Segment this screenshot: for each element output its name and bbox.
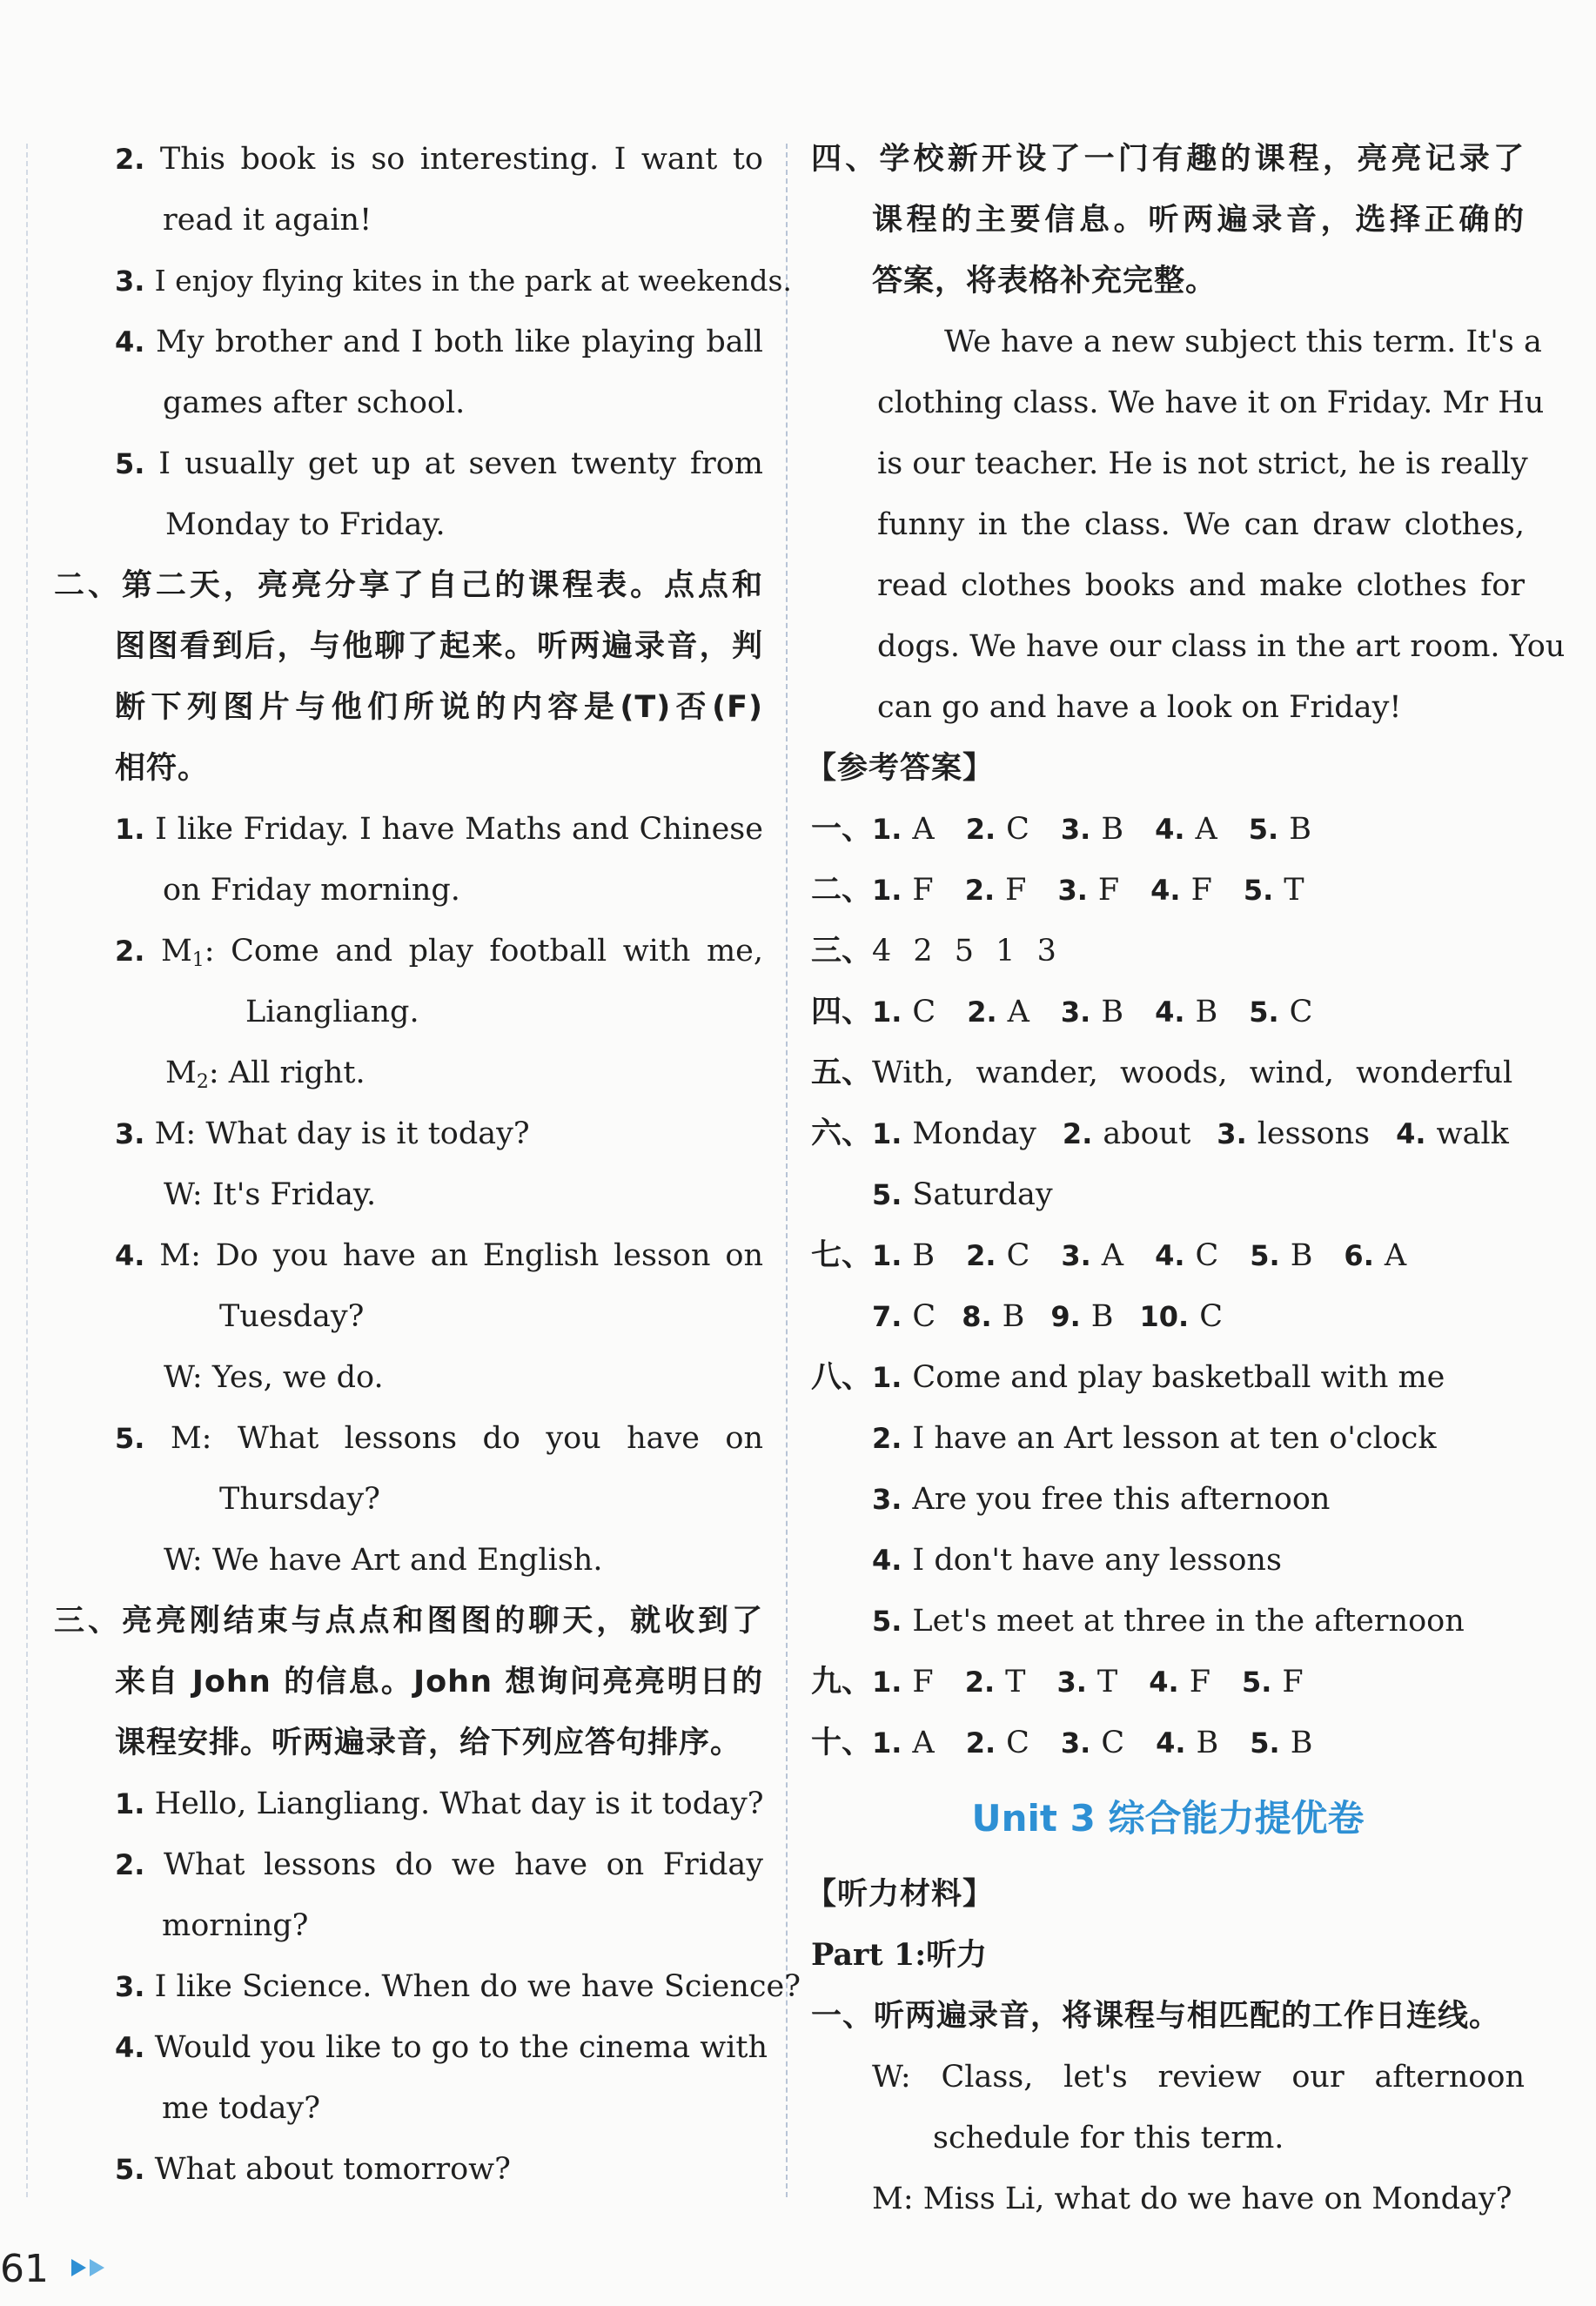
s3-item-1: 1. Hello, Liangliang. What day is it today?: [115, 1786, 764, 1821]
answer-number: 5.: [872, 1178, 902, 1211]
section-2-heading-line3: 断下列图片与他们所说的内容是(T)否(F): [115, 690, 763, 725]
answer-row-prefix: 一、: [811, 812, 873, 847]
answer-number: 1.: [872, 995, 902, 1029]
dialog-line-2: M: Miss Li, what do we have on Monday?: [872, 2182, 1512, 2216]
answer-number: 3.: [1061, 1239, 1091, 1272]
answer-number: 4.: [1396, 1117, 1426, 1150]
s2-item-1: 1. I like Friday. I have Maths and Chinese: [115, 812, 763, 847]
answer-number: 8.: [962, 1300, 992, 1333]
item-2-cont: read it again!: [163, 203, 372, 238]
answer-number: 1.: [872, 1239, 902, 1272]
answer-number: 1.: [872, 1117, 902, 1150]
s2-item-5-w: W: We have Art and English.: [164, 1543, 603, 1578]
answer-row-prefix: 十、: [811, 1726, 873, 1760]
answer-row: [811, 1286, 1525, 1347]
section-3-heading-line3: 课程安排。听两遍录音，给下列应答句排序。: [115, 1726, 742, 1760]
answer-value: F: [912, 1665, 934, 1699]
answer-row: [811, 860, 1525, 921]
passage-line-6: dogs. We have our class in the art room. You: [877, 629, 1566, 664]
s2-item-4-cont: Tuesday?: [219, 1299, 365, 1334]
listening-section-1-heading: 一、听两遍录音，将课程与相匹配的工作日连线。: [811, 1999, 1501, 2034]
answer-value: T: [1096, 1665, 1118, 1699]
answer-value: B: [1196, 1726, 1219, 1760]
answer-number: 5.: [1248, 813, 1279, 846]
answer-value: T: [1005, 1665, 1026, 1699]
answer-value: F: [912, 873, 934, 908]
s3-item-3: 3. I like Science. When do we have Science?: [115, 1969, 801, 2004]
passage-line-1: We have a new subject this term. It's a: [944, 325, 1542, 359]
s3-item-2: 2. What lessons do we have on Friday: [115, 1847, 763, 1882]
answer-number: 7.: [872, 1300, 902, 1333]
section-4-heading: 四、学校新开设了一门有趣的课程，亮亮记录了: [811, 142, 1525, 177]
answer-number: 4.: [1155, 813, 1185, 846]
answer-number: 3.: [1060, 1726, 1091, 1760]
page-number: 61: [0, 2247, 49, 2291]
answer-value: C: [912, 995, 936, 1029]
answer-number: 1.: [872, 1726, 902, 1760]
answer-row: [811, 921, 1525, 982]
answer-value: A: [1195, 812, 1217, 847]
item-2: 2. This book is so interesting. I want to: [115, 142, 763, 177]
answer-value: F: [1097, 873, 1120, 908]
answer-number: 2.: [1062, 1117, 1093, 1150]
answer-number: 4.: [1155, 995, 1185, 1029]
answer-row-prefix: 三、: [811, 934, 873, 969]
s2-item-3-w: W: It's Friday.: [164, 1177, 377, 1212]
answer-value: C: [1006, 812, 1029, 847]
answer-value: A: [1007, 995, 1029, 1029]
answer-number: 2.: [965, 813, 996, 846]
answer-number: 2.: [965, 1726, 996, 1760]
answer-number: 2.: [872, 1422, 902, 1455]
answer-value: A: [912, 812, 935, 847]
section-2-heading: 二、第二天，亮亮分享了自己的课程表。点点和: [54, 568, 763, 603]
answer-row: [811, 1042, 1525, 1103]
s3-item-5: 5. What about tomorrow?: [115, 2152, 511, 2187]
passage-line-5: read clothes books and make clothes for: [877, 568, 1525, 603]
answer-value: B: [1195, 995, 1218, 1029]
section-2-heading-line2: 图图看到后，与他聊了起来。听两遍录音，判: [115, 629, 763, 664]
answer-number: 4.: [1156, 1726, 1186, 1760]
answer-value: B: [1290, 1238, 1313, 1273]
answer-text: 4 2 5 1 3: [872, 934, 1056, 969]
answer-number: 5.: [1250, 1239, 1280, 1272]
answer-row: [811, 799, 1525, 860]
answer-value: B: [912, 1238, 935, 1273]
answer-number: 1.: [872, 874, 902, 907]
answer-value: lessons: [1257, 1116, 1371, 1151]
answer-value: B: [1002, 1299, 1025, 1334]
answer-value: about: [1103, 1116, 1191, 1151]
answer-row-prefix: 五、: [811, 1056, 873, 1090]
item-5-cont: Monday to Friday.: [165, 507, 446, 542]
answer-row: [811, 1225, 1525, 1286]
passage-line-7: can go and have a look on Friday!: [877, 690, 1402, 725]
answer-number: 9.: [1050, 1300, 1081, 1333]
passage-line-4: funny in the class. We can draw clothes,: [877, 507, 1525, 542]
answer-row: [811, 1591, 1525, 1652]
answer-value: T: [1284, 873, 1304, 908]
answer-value: B: [1289, 812, 1311, 847]
answer-number: 5.: [1249, 995, 1279, 1029]
answer-number: 3.: [1060, 995, 1091, 1029]
answer-number: 3.: [1056, 1666, 1087, 1699]
answer-row-prefix: 九、: [811, 1665, 873, 1699]
answer-number: 2.: [964, 1666, 996, 1699]
answer-value: I have an Art lesson at ten o'clock: [912, 1421, 1437, 1456]
s2-item-1-cont: on Friday morning.: [163, 873, 460, 908]
answer-value: F: [1190, 873, 1212, 908]
unit-title: Unit 3 综合能力提优卷: [971, 1797, 1365, 1840]
answer-value: A: [912, 1726, 935, 1760]
answer-row: [811, 1347, 1525, 1408]
answer-row: [811, 982, 1525, 1042]
answer-number: 4.: [1150, 874, 1181, 907]
answer-value: B: [1101, 995, 1124, 1029]
answer-row-prefix: 六、: [811, 1116, 873, 1151]
s2-item-3: 3. M: What day is it today?: [115, 1116, 530, 1151]
section-4-heading-line3: 答案，将表格补充完整。: [872, 264, 1217, 298]
answer-number: 10.: [1139, 1300, 1190, 1333]
item-4-cont: games after school.: [163, 385, 466, 420]
answer-value: C: [1006, 1238, 1030, 1273]
answer-number: 1.: [872, 1361, 902, 1394]
answer-row-prefix: 七、: [811, 1238, 873, 1273]
section-4-heading-line2: 课程的主要信息。听两遍录音，选择正确的: [872, 203, 1525, 238]
answer-value: Are you free this afternoon: [912, 1482, 1331, 1517]
right-column: [806, 129, 1566, 2229]
answer-number: 2.: [966, 1239, 996, 1272]
answer-text: With, wander, woods, wind, wonderful: [872, 1056, 1513, 1090]
answer-number: 4.: [1149, 1666, 1179, 1699]
s2-item-2-cont: Liangliang.: [245, 995, 419, 1029]
section-2-heading-line4: 相符。: [115, 751, 210, 786]
answer-value: I don't have any lessons: [912, 1543, 1282, 1578]
answer-row-prefix: 八、: [811, 1360, 873, 1395]
answer-value: B: [1101, 812, 1124, 847]
dialog-line-1: W: Class, let's review our afternoon: [872, 2060, 1525, 2095]
answer-value: Saturday: [912, 1177, 1053, 1212]
answer-value: C: [912, 1299, 936, 1334]
answer-row-prefix: 四、: [811, 995, 873, 1029]
item-3: 3. I enjoy flying kites in the park at weekends.: [115, 264, 792, 298]
answer-value: F: [1005, 873, 1027, 908]
answer-value: F: [1282, 1665, 1304, 1699]
answer-value: A: [1101, 1238, 1124, 1273]
answer-number: 5.: [1250, 1726, 1280, 1760]
s3-item-4: 4. Would you like to go to the cinema with: [115, 2030, 768, 2065]
answer-number: 2.: [967, 995, 997, 1029]
answer-value: F: [1189, 1665, 1210, 1699]
column-divider: [786, 144, 788, 2197]
answer-row: [811, 1103, 1525, 1164]
answer-value: walk: [1436, 1116, 1509, 1151]
answer-value: C: [1199, 1299, 1223, 1334]
answer-number: 3.: [872, 1483, 902, 1516]
answer-row: [811, 1469, 1525, 1530]
answer-value: C: [1101, 1726, 1125, 1760]
answer-row: [811, 1713, 1525, 1773]
answer-number: 3.: [1057, 874, 1088, 907]
left-margin-line: [26, 144, 28, 2197]
answer-number: 3.: [1060, 813, 1091, 846]
s2-item-2: 2. $M_1$: Come and play football with me,: [115, 934, 763, 971]
s2-item-4-w: W: Yes, we do.: [164, 1360, 384, 1395]
answer-number: 4.: [872, 1544, 902, 1577]
section-3-heading-line2: 来自 John 的信息。John 想询问亮亮明日的: [115, 1665, 763, 1699]
answer-number: 3.: [1217, 1117, 1247, 1150]
passage-line-3: is our teacher. He is not strict, he is really: [877, 446, 1528, 481]
item-4: 4. My brother and I both like playing ball: [115, 325, 763, 359]
item-5: 5. I usually get up at seven twenty from: [115, 446, 763, 481]
answer-row-prefix: 二、: [811, 873, 873, 908]
answer-number: 2.: [964, 874, 996, 907]
s3-item-4-cont: me today?: [162, 2091, 320, 2126]
left-column: [54, 129, 801, 2200]
answer-value: B: [1290, 1726, 1313, 1760]
s3-item-2-cont: morning?: [162, 1908, 309, 1943]
answer-number: 4.: [1155, 1239, 1185, 1272]
answer-number: 5.: [1242, 1666, 1272, 1699]
answer-key: [811, 799, 1525, 1773]
section-3-heading: 三、亮亮刚结束与点点和图图的聊天，就收到了: [54, 1604, 763, 1639]
dialog-line-1-cont: schedule for this term.: [933, 2121, 1284, 2155]
answer-row: [811, 1530, 1525, 1591]
s2-item-4: 4. M: Do you have an English lesson on: [115, 1238, 763, 1273]
answer-row: [811, 1164, 1525, 1225]
answer-number: 6.: [1344, 1239, 1374, 1272]
answer-value: Monday: [912, 1116, 1036, 1151]
s2-item-2-m2: $M_2$: All right.: [165, 1056, 365, 1093]
s2-item-5-cont: Thursday?: [219, 1482, 380, 1517]
part-1-label: Part 1:听力: [811, 1937, 988, 1973]
answer-number: 5.: [1243, 874, 1274, 907]
listening-title: 【听力材料】: [806, 1877, 995, 1912]
answer-value: C: [1289, 995, 1313, 1029]
s2-item-5: 5. M: What lessons do you have on: [115, 1421, 763, 1456]
passage-line-2: clothing class. We have it on Friday. Mr Hu: [877, 385, 1545, 420]
answer-value: A: [1384, 1238, 1407, 1273]
next-arrows-icon: [71, 2259, 108, 2280]
answer-value: Let's meet at three in the afternoon: [912, 1604, 1465, 1639]
answer-value: B: [1090, 1299, 1114, 1334]
answer-number: 1.: [872, 1666, 902, 1699]
answer-row: [811, 1408, 1525, 1469]
answer-row: [811, 1652, 1525, 1713]
answer-value: C: [1195, 1238, 1219, 1273]
answer-value: Come and play basketball with me: [912, 1360, 1445, 1395]
answer-value: C: [1006, 1726, 1029, 1760]
answer-number: 5.: [872, 1605, 902, 1638]
answer-number: 1.: [872, 813, 902, 846]
answers-title: 【参考答案】: [806, 751, 995, 786]
